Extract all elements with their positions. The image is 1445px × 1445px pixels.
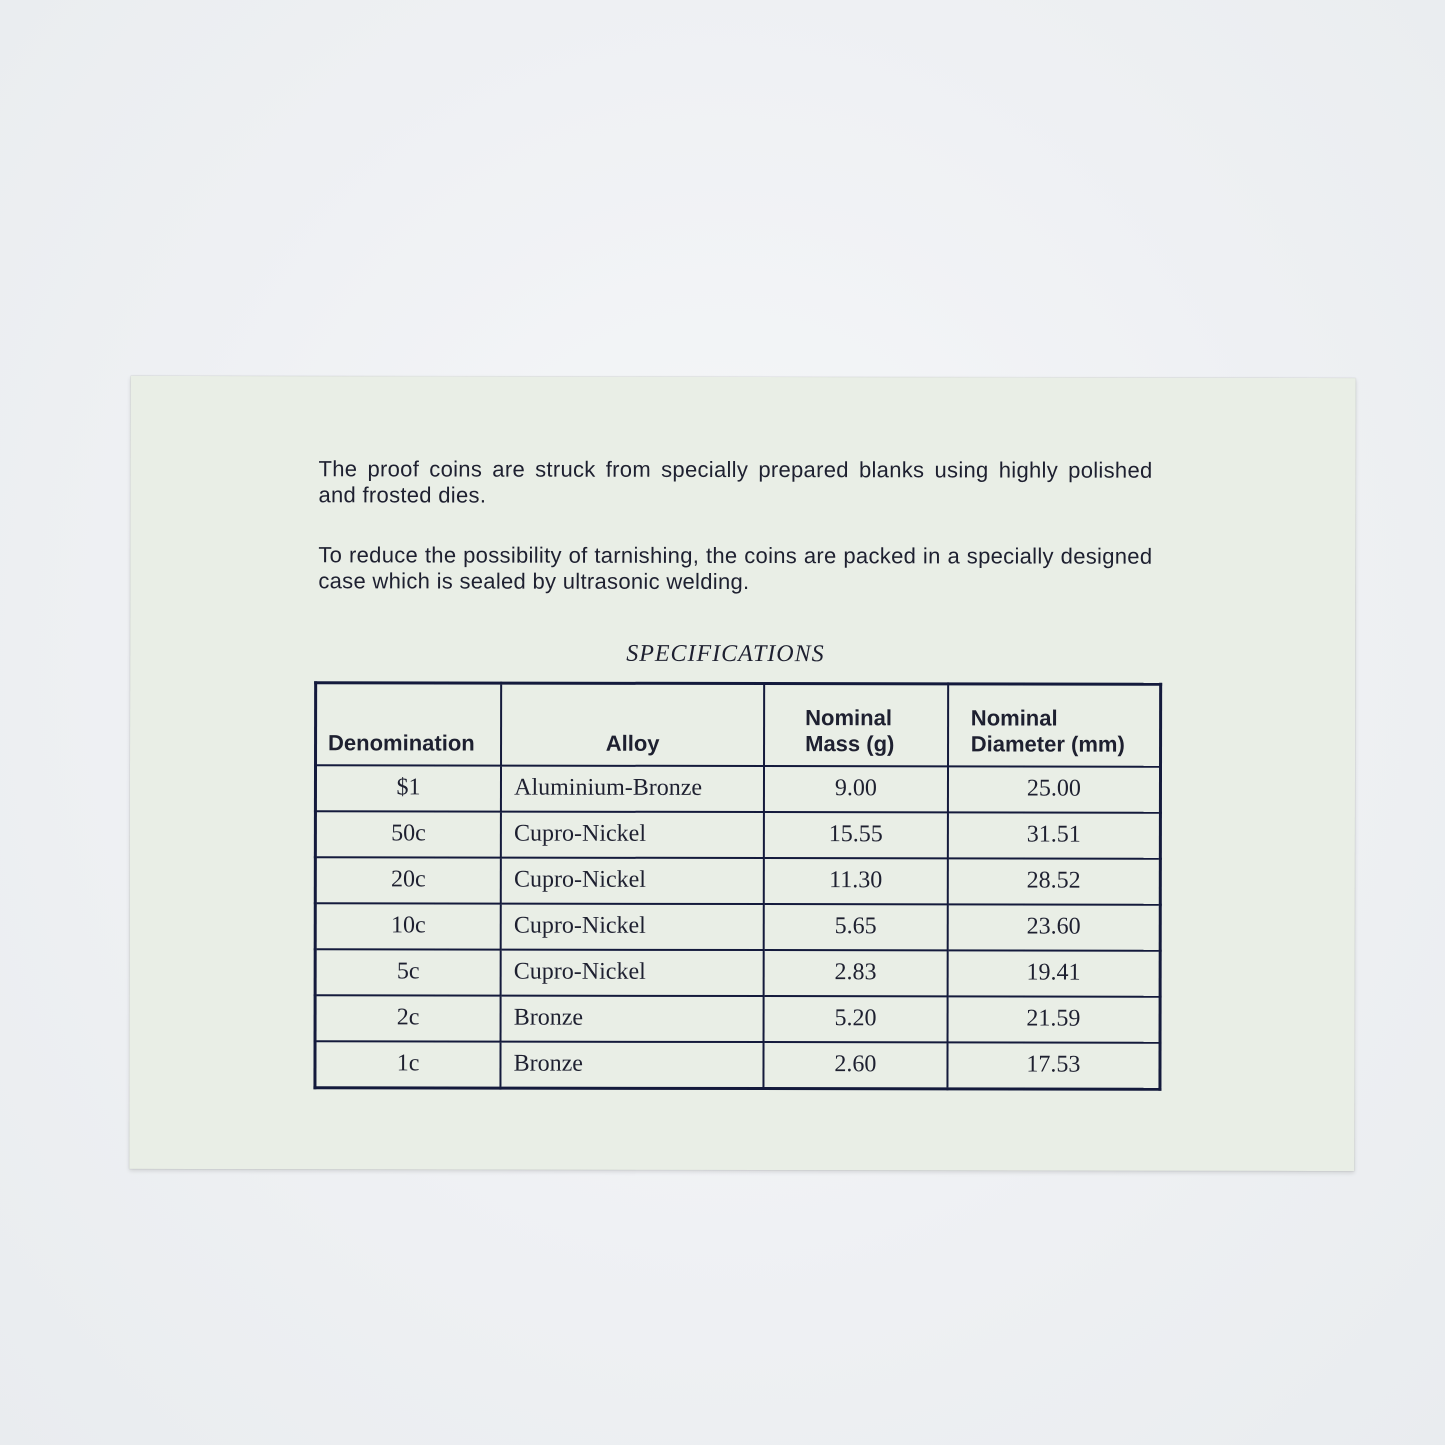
intro-text [318, 456, 1152, 595]
info-card [129, 376, 1355, 1171]
cell-denomination: 2c [315, 995, 501, 1041]
table-row [315, 857, 1160, 904]
header-alloy: Alloy [501, 683, 764, 766]
cell-diameter: 31.51 [948, 812, 1161, 858]
cell-denomination: 1c [315, 1041, 501, 1088]
table-header-row [316, 683, 1161, 767]
cell-denomination: 5c [315, 949, 501, 995]
cell-denomination: 20c [315, 857, 501, 903]
cell-mass: 15.55 [764, 812, 948, 858]
specifications-table [313, 681, 1162, 1090]
cell-mass: 5.20 [764, 996, 948, 1042]
cell-diameter: 21.59 [947, 996, 1160, 1042]
cell-mass: 9.00 [764, 766, 948, 812]
intro-paragraph-1: The proof coins are struck from specially prepared blanks using highly polished and frosted dies. [318, 456, 1153, 508]
header-mass [764, 684, 948, 767]
cell-alloy: Aluminium-Bronze [501, 766, 764, 812]
header-diameter-line1: Nominal [970, 705, 1058, 731]
cell-alloy: Cupro-Nickel [501, 858, 764, 904]
table-row [315, 1041, 1160, 1089]
specifications-title: SPECIFICATIONS [626, 640, 825, 668]
intro-paragraph-2: To reduce the possibility of tarnishing, the coins are packed in a specially designed case which is sealed by ultrasonic welding. [318, 542, 1153, 595]
cell-diameter: 17.53 [947, 1042, 1160, 1089]
cell-mass: 2.60 [764, 1042, 948, 1089]
cell-denomination: 10c [315, 903, 501, 949]
cell-alloy: Bronze [501, 1041, 764, 1088]
table-row [315, 949, 1160, 996]
cell-mass: 11.30 [764, 858, 948, 904]
header-mass-line2: Mass (g) [805, 731, 895, 757]
cell-denomination: $1 [315, 765, 501, 811]
header-diameter-line2: Diameter (mm) [970, 731, 1125, 757]
cell-diameter: 19.41 [947, 950, 1160, 996]
table-row [315, 995, 1160, 1042]
cell-diameter: 25.00 [948, 766, 1161, 812]
cell-denomination: 50c [315, 811, 501, 857]
header-mass-line1: Nominal [805, 705, 892, 731]
cell-alloy: Cupro-Nickel [501, 950, 764, 996]
cell-mass: 2.83 [764, 950, 948, 996]
cell-diameter: 23.60 [947, 904, 1160, 950]
table-row [315, 765, 1160, 812]
header-denomination: Denomination [316, 683, 502, 766]
header-diameter [948, 684, 1161, 767]
cell-alloy: Cupro-Nickel [501, 812, 764, 858]
cell-diameter: 28.52 [947, 858, 1160, 904]
cell-mass: 5.65 [764, 904, 948, 950]
cell-alloy: Bronze [501, 996, 764, 1042]
cell-alloy: Cupro-Nickel [501, 904, 764, 950]
table-row [315, 811, 1160, 858]
table-row [315, 903, 1160, 950]
